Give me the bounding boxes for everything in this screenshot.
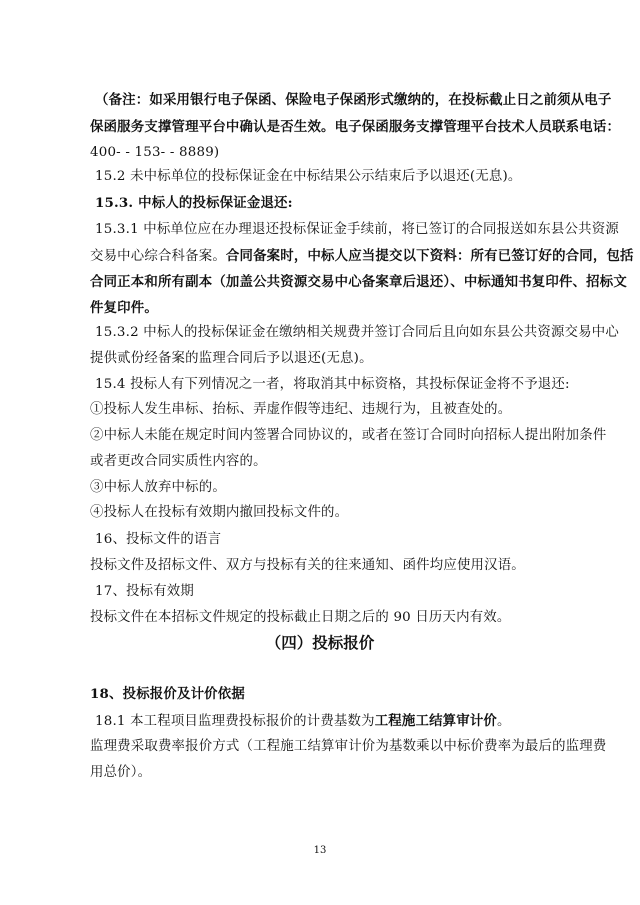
- body-text: 15.3.1 中标单位应在办理退还投标保证金手续前，将已签订的合同报送如东县公共资源: [95, 222, 619, 237]
- text-line: [95, 375, 615, 395]
- bold-text: 18、投标报价及计价依据: [90, 686, 245, 702]
- text-line: [95, 90, 615, 111]
- body-text: 或者更改合同实质性内容的。: [90, 454, 267, 469]
- text-line: [90, 452, 610, 472]
- page-number: 13: [313, 845, 327, 856]
- text-line: [90, 298, 610, 319]
- body-text: 交易中心综合科备案。: [90, 249, 226, 264]
- bold-text: （备注：如采用银行电子保函、保险电子保函形式缴纳的，在投标截止日之前须从电子: [95, 92, 612, 108]
- text-line: [90, 400, 610, 420]
- text-line: [90, 117, 621, 138]
- text-line: [90, 349, 610, 369]
- text-line: [95, 167, 615, 187]
- bold-text: 件复印件。: [90, 300, 158, 316]
- text-line: [90, 426, 610, 446]
- body-text: ③中标人放弃中标的。: [90, 480, 226, 495]
- body-text: ④投标人在投标有效期内撤回投标文件的。: [90, 505, 349, 520]
- body-text: 15.3.2 中标人的投标保证金在缴纳相关规费并签订合同后且向如东县公共资源交易中心: [95, 325, 619, 340]
- text-line: [90, 246, 634, 267]
- text-line: [90, 143, 610, 163]
- text-line: [90, 737, 610, 757]
- body-text: 用总价）。: [90, 765, 152, 780]
- bold-text: 15.3. 中标人的投标保证金退还:: [95, 195, 293, 211]
- text-line: [95, 582, 615, 602]
- body-text: 投标文件在本招标文件规定的投标截止日期之后的 90 日历天内有效。: [90, 610, 511, 625]
- text-line: [90, 272, 627, 293]
- body-text: 监理费采取费率报价方式（工程施工结算审计价为基数乘以中标价费率为最后的监理费: [90, 739, 607, 754]
- text-line: [90, 556, 610, 576]
- bold-text: 保函服务支撑管理平台中确认是否生效。电子保函服务支撑管理平台技术人员联系电话：: [90, 119, 621, 135]
- text-line: [90, 503, 610, 523]
- body-text: 18.1 本工程项目监理费投标报价的计费基数为: [95, 714, 375, 729]
- text-line: [90, 763, 610, 783]
- body-text: 400- - 153- - 8889): [90, 145, 220, 160]
- text-line: [90, 608, 610, 628]
- text-line: [90, 684, 610, 705]
- body-text: 17、投标有效期: [95, 584, 194, 599]
- text-line: [90, 478, 610, 498]
- text-line: [95, 323, 619, 343]
- bold-text: 工程施工结算审计价: [374, 713, 498, 729]
- text-line: [95, 530, 615, 550]
- body-text: 。: [497, 714, 511, 729]
- body-text: 15.4 投标人有下列情况之一者，将取消其中标资格，其投标保证金将不予退还:: [95, 377, 570, 392]
- body-text: 16、投标文件的语言: [95, 532, 222, 547]
- body-text: ①投标人发生串标、抬标、弄虚作假等违纪、违规行为，且被查处的。: [90, 402, 512, 417]
- bold-text: 合同正本和所有副本（加盖公共资源交易中心备案章后退还）、中标通知书复印件、招标文: [90, 274, 627, 290]
- body-text: 提供贰份经备案的监理合同后予以退还(无息)。: [90, 351, 373, 366]
- body-text: ②中标人未能在规定时间内签署合同协议的，或者在签订合同时向招标人提出附加条件: [90, 428, 607, 443]
- text-line: [95, 711, 615, 732]
- text-line: [95, 220, 619, 240]
- body-text: 15.2 未中标单位的投标保证金在中标结果公示结束后予以退还(无息)。: [95, 169, 522, 184]
- section-heading: （四）投标报价: [265, 633, 375, 652]
- text-line: [95, 193, 615, 214]
- bold-text: 合同备案时，中标人应当提交以下资料：所有已签订好的合同，包括: [225, 248, 634, 264]
- body-text: 投标文件及招标文件、双方与投标有关的往来通知、函件均应使用汉语。: [90, 558, 525, 573]
